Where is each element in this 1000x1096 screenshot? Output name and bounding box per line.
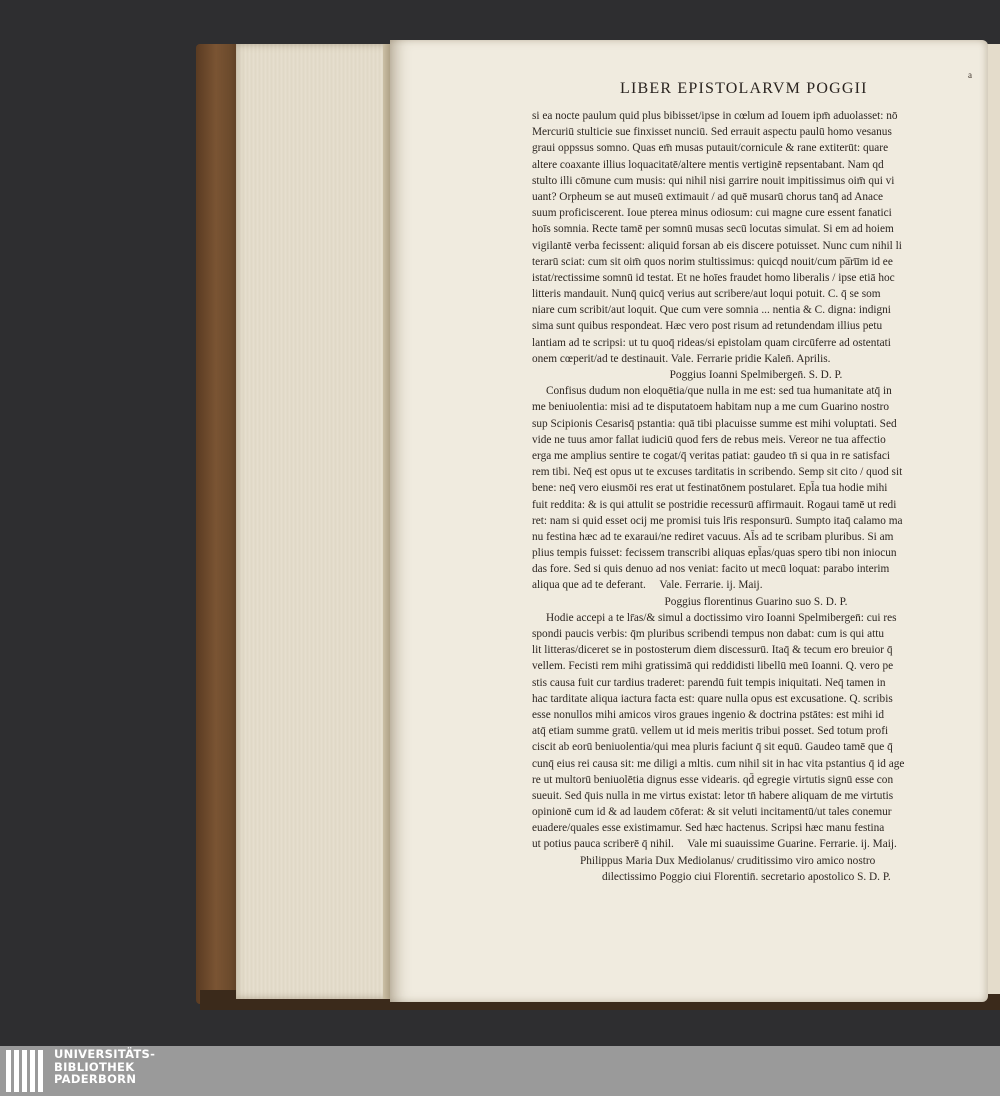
text-line: terarū sciat: cum sit oim̄ quos norim stultissimus: quicqd nouit/cum pa̅ru̅m id ee — [532, 255, 893, 268]
letter-continuation — [532, 108, 980, 367]
letter-body — [532, 383, 980, 577]
text-line: euadere/quales esse existimamur. Sed hæc hactenus. Scripsi hæc manu festina — [532, 822, 885, 835]
text-line: vellem. Fecisti rem mihi gratissimā qui reddidisti libellū meū Ioanni. Q. vero pe — [532, 660, 894, 673]
text-line: ret: nam si quid esset ocij me promisi tuis lr̄is responsurū. Sumpto itaq̄ calamo ma — [532, 514, 903, 527]
page-stack-edge — [236, 44, 392, 999]
text-line: litteris mandauit. Nunq̄ quicq̄ verius aut scribere/aut loqui potuit. C. q̄ se som — [532, 288, 881, 301]
text-line: si ea nocte paulum quid plus bibisset/ipse in cœlum ad Iouem ipm̄ aduolasset: nō — [532, 110, 898, 122]
address-line: dilectissimo Poggio ciui Florentin̄. secretario apostolico S. D. P. — [602, 870, 891, 883]
letter-closing: Vale. Ferrarie. ij. Maij. — [659, 579, 763, 592]
text-line: hoīs somnia. Recte tamē per somnū musas secū locutas simulat. Si em ad hoiem — [532, 223, 894, 236]
text-line: cunq̄ eius rei causa sit: me diligi a mltis. cum nihil sit in hac vita pstantius q̄ id age — [532, 757, 905, 770]
text-line: lantiam ad te scripsi: ut tu quoq̄ rideas/si epistolam quam circūferre ad ostentati — [532, 336, 891, 349]
page-text — [532, 108, 980, 885]
next-page-edge — [986, 44, 1000, 994]
letter-closing-text: ut potius pauca scriberē q̄ nihil. — [532, 838, 674, 851]
letter-body — [532, 610, 980, 837]
running-head: LIBER EPISTOLARVM POGGII — [620, 80, 868, 97]
text-line: sueuit. Sed q̄uis nulla in me virtus existat: letor tn̄ habere aliquam de me virtutis — [532, 789, 894, 802]
text-line: vigilantē verba fecissent: aliquid forsan ab eis discere potuisset. Nunc cum nihil li — [532, 239, 902, 252]
text-line: fuit reddita: & is qui attulit se postridie recessurū affirmauit. Rogaui tamē ut redi — [532, 498, 897, 511]
letter-heading: Poggius florentinus Guarino suo S. D. P. — [664, 595, 848, 608]
text-line: me beniuolentia: misi ad te disputatoem habitam nup a me cum Guarino nostro — [532, 401, 890, 414]
text-line: vide ne tuus amor fallat iudiciū quod fers de rebus meis. Vereor ne tua affectio — [532, 433, 886, 446]
text-line: sima sunt quibus respondeat. Hæc vero post risum ad retundendam illius petu — [532, 320, 883, 333]
text-line: sup Scipionis Cesarisq̄ pstantia: quā tibi placuisse summe est mihi voluptati. Sed — [532, 417, 897, 430]
text-line: lit litteras/diceret se in postosterum diem discessurū. Itaq̄ & tecum ero breuior q̄ — [532, 644, 893, 657]
text-line: onem cœperit/ad te destinauit. Vale. Ferrarie pridie Kalen̄. Aprilis. — [532, 352, 831, 365]
text-line: uant? Orpheum se aut museū extimauit / ad quē musarū chorus tanq̄ ad Anace — [532, 190, 884, 203]
text-line: stulto illi cōmune cum musis: qui nihil nisi garrire nouit impitissimus oim̄ qui vi — [532, 174, 895, 187]
letter-closing-text: aliqua que ad te deferant. — [532, 579, 646, 592]
logo-line: BIBLIOTHEK — [54, 1059, 135, 1074]
text-line: niare cum scribit/aut loquit. Que cum vere somnia ... nentia & C. digna: indigni — [532, 304, 891, 317]
page-number: a — [968, 70, 972, 80]
text-line: spondi paucis verbis: q̄m pluribus scribendi tempus non dabat: cum is qui attu — [532, 628, 885, 640]
text-line: atq̄ etiam summe gratū. vellem ut id meis meritis tribui posset. Sed totum profi — [532, 725, 889, 738]
text-line: nu festina hæc ad te exaraui/ne rediret vacuus. Al̄s ad te scribam pluribus. Si am — [532, 530, 894, 543]
text-line: bene: neq̄ vero eiusmōi res erat ut festinatōnem postularet. Epl̄a tua hodie mihi — [532, 482, 888, 495]
library-logo-text — [54, 1048, 155, 1086]
text-line: stis causa fuit cur tardius traderet: parendū fuit tempis iniquitati. Neq̄ tamen in — [532, 676, 886, 689]
letter-heading: Poggius Ioanni Spelmibergen̄. S. D. P. — [669, 369, 843, 381]
logo-line: PADERBORN — [54, 1072, 137, 1086]
text-line: Hodie accepi a te lr̄as/& simul a doctissimo viro Ioanni Spelmibergen̄: cui res — [546, 611, 897, 624]
text-line: altere coaxante illius loquacitatē/altere mentis vertiginē repsentabant. Nam qd — [532, 158, 884, 171]
text-line: erga me amplius sentire te cogat/q̄ veritas patiat: gaudeo tn̄ si qua in re satisfaci — [532, 449, 891, 462]
text-line: plius tempis fuisset: fecissem transcribi aliquas epl̄as/quas spero tibi non iniocun — [532, 547, 897, 560]
letter-last-line — [532, 836, 980, 852]
text-line: graui oppssus somno. Quas em̄ musas putauit/cornicule & rane extiterūt: quare — [532, 142, 889, 155]
text-line: das fore. Sed si quis denuo ad nos veniat: facito ut mecū loquat: parabo interim — [532, 563, 890, 576]
text-line: esse nonullos mihi amicos viros graues ingenio & doctrina pstātes: est mihi id — [532, 708, 885, 721]
text-line: Confisus dudum non eloquētia/que nulla in me est: sed tua humanitate atq̄ in — [546, 385, 892, 398]
letter-closing: Vale mi suauissime Guarine. Ferrarie. ij. Maij. — [687, 838, 897, 851]
text-line: re ut multorū beniuolētia dignus esse videaris. qd̄ egregie virtutis signū esse con — [532, 773, 894, 786]
text-line: suum proficiscerent. Ioue pterea minus odiosum: cui magne cure essent fanatici — [532, 207, 892, 220]
text-line: istat/rectissime somnū id testat. Et ne hoīes fraudet homo liberalis / ipse etiā hoc — [532, 271, 895, 284]
address-line: Philippus Maria Dux Mediolanus/ cruditissimo viro amico nostro — [580, 854, 876, 867]
text-line: Mercuriū stulticie sue finxisset nunciū. Sed errauit aspectu paulū homo vesanus — [532, 126, 892, 139]
logo-line: UNIVERSITÄTS- — [54, 1047, 156, 1061]
text-line: opinionē cum id & ad laudem cōferat: & sit veluti incitamentū/ut tales conemur — [532, 806, 892, 819]
library-logo-icon — [6, 1050, 46, 1092]
text-line: rem tibi. Neq̄ est opus ut te excuses tarditatis in scribendo. Semp sit cito / quod sit — [532, 466, 903, 479]
letter-last-line — [532, 577, 980, 593]
text-line: hac tarditate aliqua iactura facta est: quare nulla opus est excusatione. Q. scribis — [532, 692, 893, 705]
text-line: ciscit ab eorū beniuolentia/qui mea pluris faciunt q̄ sit equū. Gaudeo tamē que q̄ — [532, 741, 893, 754]
